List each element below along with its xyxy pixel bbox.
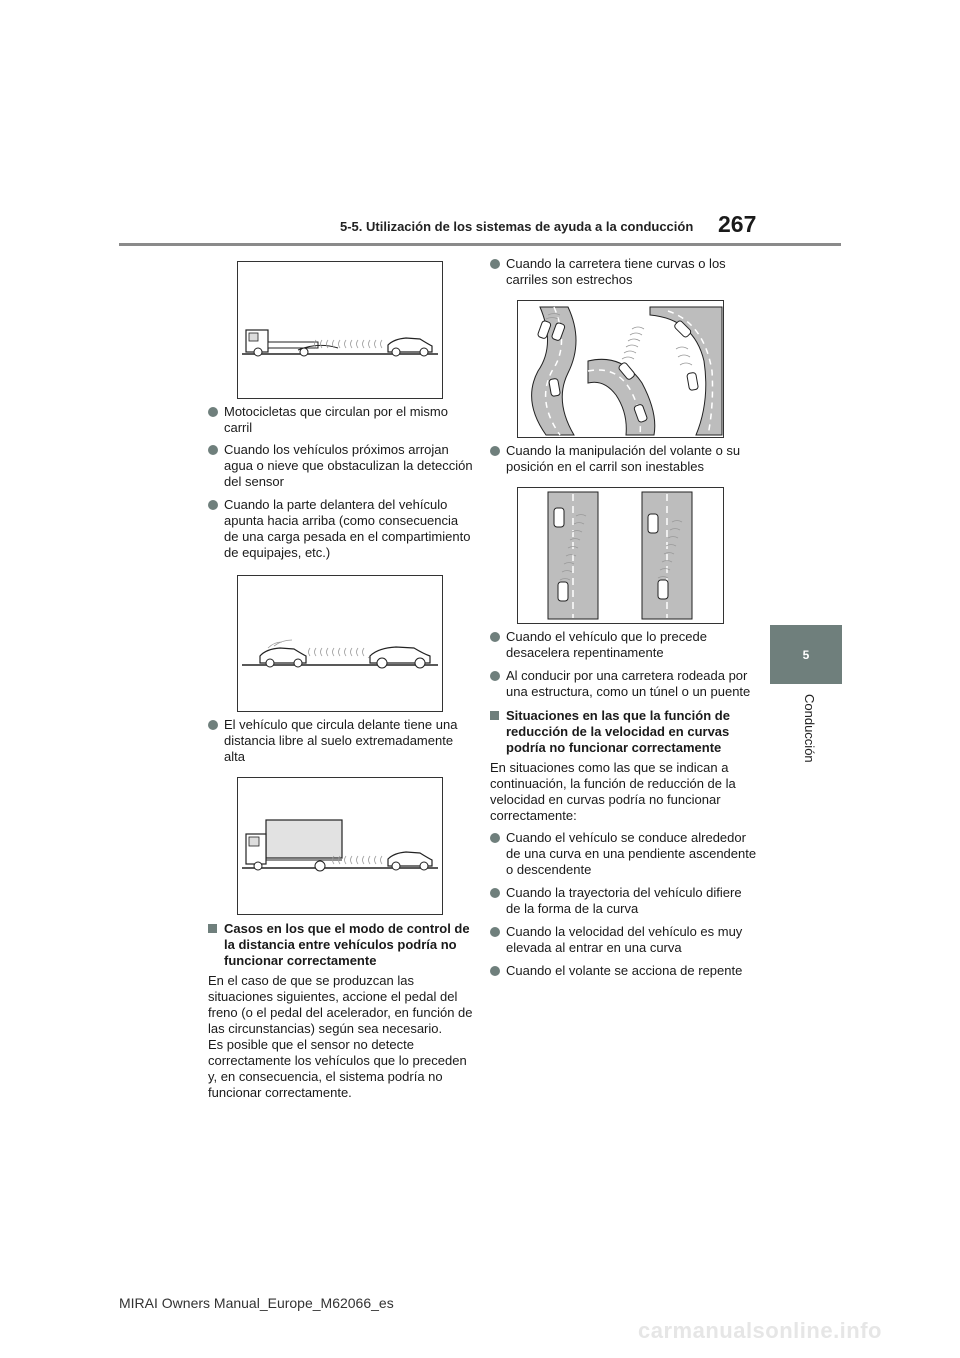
bullet-dot bbox=[208, 720, 218, 730]
list-item-text: Cuando la manipulación del volante o su posición en el carril son inestables bbox=[506, 443, 741, 474]
list-item bbox=[208, 404, 476, 436]
bullet-dot bbox=[490, 966, 500, 976]
list-item bbox=[490, 629, 758, 661]
heading-text: Situaciones en las que la función de reducción de la velocidad en curvas podría no funcionar correctamente bbox=[506, 708, 730, 755]
straight-lanes-illustration bbox=[518, 488, 723, 623]
list-item bbox=[490, 830, 758, 878]
figure-curved-roads bbox=[517, 300, 724, 438]
bullet-dot bbox=[490, 671, 500, 681]
list-item-text: Cuando la parte delantera del vehículo apunta hacia arriba (como consecuencia de una carga pesada en el compartimiento de equipajes, etc.) bbox=[224, 497, 471, 560]
list-item bbox=[490, 256, 758, 288]
bullet-dot bbox=[208, 407, 218, 417]
figure-high-truck bbox=[237, 777, 443, 915]
list-item-text: Cuando los vehículos próximos arrojan agua o nieve que obstaculizan la detección del sensor bbox=[224, 442, 473, 489]
figure-spray-cars bbox=[237, 575, 443, 712]
bullet-dot bbox=[208, 445, 218, 455]
spray-cars-illustration bbox=[238, 576, 442, 711]
list-item bbox=[490, 443, 758, 475]
heading-text: Casos en los que el modo de control de la distancia entre vehículos podría no funcionar correctamente bbox=[224, 921, 470, 968]
heading-marker bbox=[208, 924, 217, 933]
figure-tow-truck bbox=[237, 261, 443, 399]
bullet-dot bbox=[208, 500, 218, 510]
chapter-tab[interactable] bbox=[770, 625, 842, 684]
page-number: 267 bbox=[718, 211, 757, 237]
list-item bbox=[208, 442, 476, 490]
paragraph: En situaciones como las que se indican a continuación, la función de reducción de la velocidad en curvas podría no funcionar correctamente: bbox=[490, 760, 736, 823]
list-item-text: Cuando la carretera tiene curvas o los carriles son estrechos bbox=[506, 256, 726, 287]
figure-straight-lanes bbox=[517, 487, 724, 624]
section-title: 5-5. Utilización de los sistemas de ayuda a la conducción bbox=[340, 219, 694, 234]
header-divider bbox=[119, 243, 841, 246]
heading-marker bbox=[490, 711, 499, 720]
watermark: carmanualsonline.info bbox=[638, 1318, 882, 1343]
list-item-text: El vehículo que circula delante tiene una distancia libre al suelo extremadamente alta bbox=[224, 717, 458, 764]
list-item bbox=[208, 497, 476, 561]
list-item bbox=[490, 885, 758, 917]
bullet-dot bbox=[490, 446, 500, 456]
high-truck-illustration bbox=[238, 778, 442, 914]
bullet-dot bbox=[490, 632, 500, 642]
list-item-text: Cuando el vehículo que lo precede desacelera repentinamente bbox=[506, 629, 707, 660]
list-item-text: Cuando la trayectoria del vehículo difiere de la forma de la curva bbox=[506, 885, 742, 916]
bullet-dot bbox=[490, 927, 500, 937]
list-item bbox=[490, 924, 758, 956]
chapter-number: 5 bbox=[802, 647, 810, 662]
chapter-label: Conducción bbox=[802, 694, 817, 763]
paragraph: Es posible que el sensor no detecte correctamente los vehículos que lo preceden y, en consecuencia, el sistema podría no funcionar correctamente. bbox=[208, 1037, 467, 1100]
manual-title: MIRAI Owners Manual_Europe_M62066_es bbox=[119, 1295, 394, 1311]
list-item bbox=[208, 717, 476, 765]
section-heading bbox=[490, 708, 758, 756]
list-item bbox=[490, 963, 758, 979]
curved-roads-illustration bbox=[518, 301, 723, 437]
list-item-text: Cuando el vehículo se conduce alrededor de una curva en una pendiente ascendente o descendente bbox=[506, 830, 757, 877]
list-item-text: Cuando la velocidad del vehículo es muy elevada al entrar en una curva bbox=[506, 924, 743, 955]
section-heading bbox=[208, 921, 476, 969]
list-item-text: Al conducir por una carretera rodeada por una estructura, como un túnel o un puente bbox=[506, 668, 751, 699]
tow-truck-illustration bbox=[238, 262, 442, 398]
bullet-dot bbox=[490, 888, 500, 898]
list-item-text: Motocicletas que circulan por el mismo carril bbox=[224, 404, 448, 435]
list-item bbox=[490, 668, 758, 700]
paragraph: En el caso de que se produzcan las situaciones siguientes, accione el pedal del freno (o el pedal del acelerador, en función de las circunstancias) según sea necesario. bbox=[208, 973, 473, 1036]
list-item-text: Cuando el volante se acciona de repente bbox=[506, 963, 743, 978]
bullet-dot bbox=[490, 259, 500, 269]
bullet-dot bbox=[490, 833, 500, 843]
